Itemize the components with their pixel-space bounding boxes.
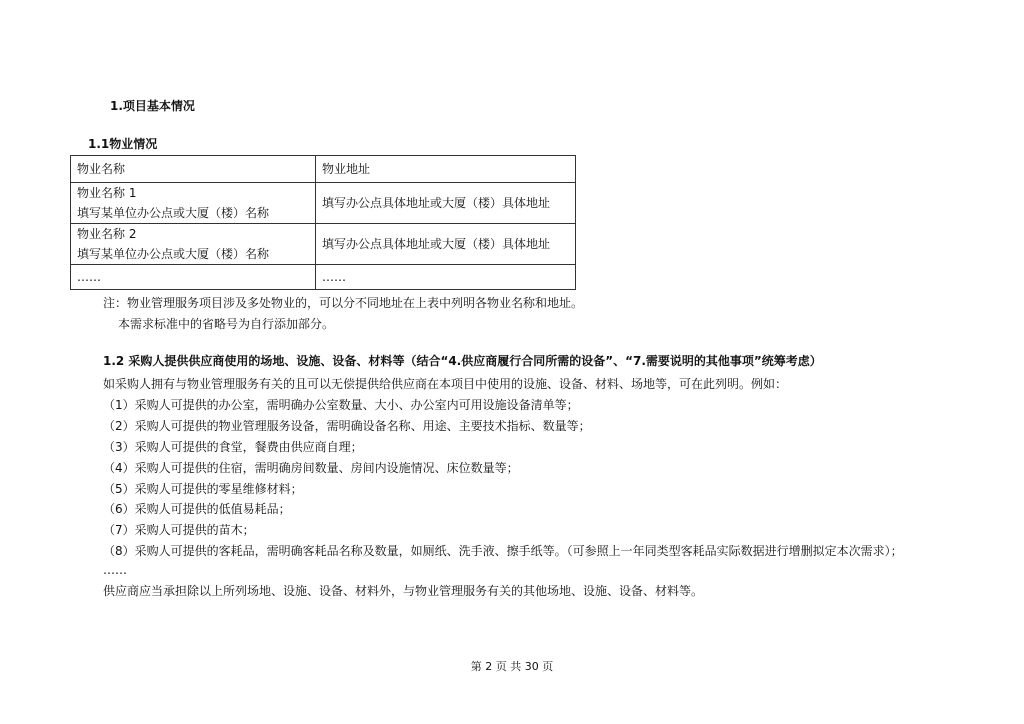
table-cell-address: 填写办公点具体地址或大厦（楼）具体地址	[316, 224, 576, 265]
property-name-hint: 填写某单位办公点或大厦（楼）名称	[77, 247, 270, 261]
table-row	[71, 224, 576, 265]
property-name-hint: 填写某单位办公点或大厦（楼）名称	[77, 206, 270, 220]
table-row-ellipsis	[71, 265, 576, 290]
list-item: （7）采购人可提供的苗木；	[103, 523, 255, 537]
table-cell-ellipsis: ……	[316, 265, 576, 290]
table-header-row	[71, 156, 576, 183]
list-item: （2）采购人可提供的物业管理服务设备，需明确设备名称、用途、主要技术指标、数量等；	[103, 419, 591, 433]
property-name-label: 物业名称 2	[77, 227, 137, 241]
list-item: （5）采购人可提供的零星维修材料；	[103, 482, 303, 496]
list-item: （4）采购人可提供的住宿，需明确房间数量、房间内设施情况、床位数量等；	[103, 461, 519, 475]
table-cell-ellipsis: ……	[71, 265, 316, 290]
table-cell-name	[71, 183, 316, 224]
property-name-label: 物业名称 1	[77, 186, 137, 200]
subsection-title-property: 1.1物业情况	[88, 137, 158, 151]
ellipsis-note: 本需求标准中的省略号为自行添加部分。	[118, 317, 335, 331]
table-cell-name	[71, 224, 316, 265]
facilities-intro: 如采购人拥有与物业管理服务有关的且可以无偿提供给供应商在本项目中使用的设施、设备、材料、场地等，可在此列明。例如：	[103, 377, 788, 391]
list-item: （8）采购人可提供的客耗品，需明确客耗品名称及数量，如厕纸、洗手液、擦手纸等。（可参照上一年同类型客耗品实际数据进行增删拟定本次需求）；	[103, 544, 903, 558]
subsection-title-facilities: 1.2 采购人提供供应商使用的场地、设施、设备、材料等（结合“4.供应商履行合同所需的设备”、“7.需要说明的其他事项”统筹考虑）	[103, 354, 822, 368]
page-number: 第 2 页 共 30 页	[470, 660, 554, 673]
list-item: （3）采购人可提供的食堂，餐费由供应商自理；	[103, 440, 363, 454]
section-title: 1.项目基本情况	[110, 99, 195, 113]
list-ellipsis: ……	[103, 563, 127, 577]
table-header-name: 物业名称	[71, 156, 316, 183]
table-note: 注：物业管理服务项目涉及多处物业的，可以分不同地址在上表中列明各物业名称和地址。	[103, 296, 584, 310]
table-cell-address: 填写办公点具体地址或大厦（楼）具体地址	[316, 183, 576, 224]
list-item: （1）采购人可提供的办公室，需明确办公室数量、大小、办公室内可用设施设备清单等；	[103, 398, 579, 412]
property-table	[70, 155, 576, 290]
table-row	[71, 183, 576, 224]
list-item: （6）采购人可提供的低值易耗品；	[103, 502, 291, 516]
table-header-address: 物业地址	[316, 156, 576, 183]
closing-paragraph: 供应商应当承担除以上所列场地、设施、设备、材料外，与物业管理服务有关的其他场地、设施、设备、材料等。	[103, 584, 704, 598]
